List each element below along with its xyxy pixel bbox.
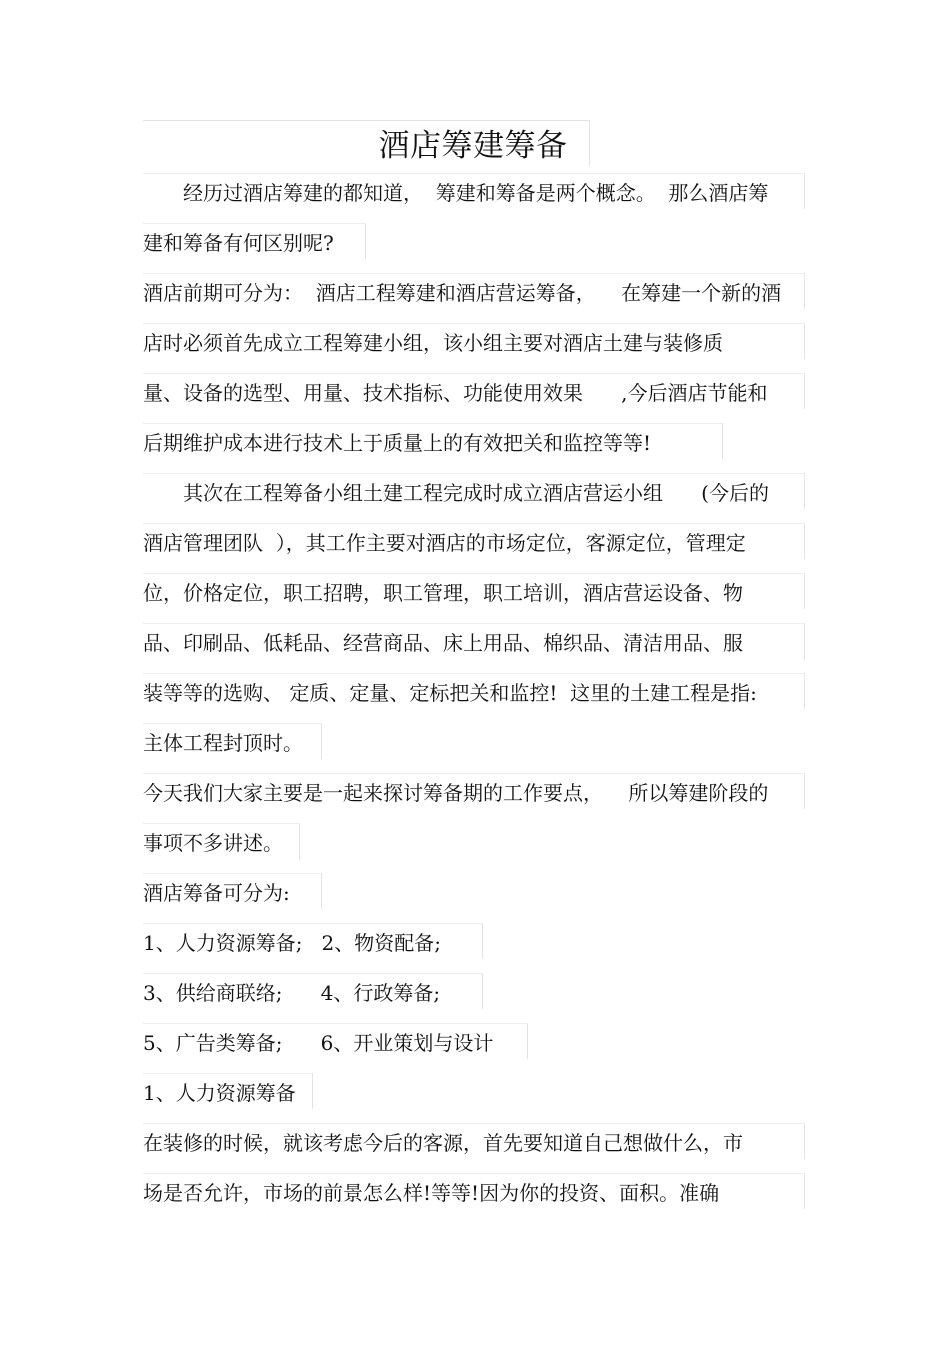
- body-line: 5、广告类筹备; 6、开业策划与设计: [143, 1031, 494, 1055]
- body-line: 今天我们大家主要是一起来探讨筹备期的工作要点， 所以筹建阶段的: [143, 781, 769, 805]
- body-line: 其次在工程筹备小组土建工程完成时成立酒店营运小组 (今后的: [143, 481, 769, 505]
- body-line: 酒店筹备可分为:: [143, 881, 290, 905]
- body-line: 位，价格定位，职工招聘，职工管理，职工培训，酒店营运设备、物: [143, 581, 743, 605]
- body-line: 酒店管理团队 ），其工作主要对酒店的市场定位，客源定位，管理定: [143, 531, 746, 555]
- document-title: 酒店筹建筹备: [378, 128, 568, 164]
- body-line: 后期维护成本进行技术上于质量上的有效把关和监控等等!: [143, 431, 652, 455]
- body-line: 品、印刷品、低耗品、经营商品、床上用品、棉织品、清洁用品、服: [143, 631, 743, 655]
- body-line: 1、人力资源筹备: [143, 1081, 296, 1105]
- body-line: 场是否允许，市场的前景怎么样!等等!因为你的投资、面积。准确: [143, 1181, 720, 1205]
- body-line: 建和筹备有何区别呢?: [143, 231, 334, 255]
- body-line: 事项不多讲述。: [143, 831, 283, 855]
- body-line: 酒店前期可分为： 酒店工程筹建和酒店营运筹备， 在筹建一个新的酒: [143, 281, 782, 305]
- body-line: 经历过酒店筹建的都知道， 筹建和筹备是两个概念。 那么酒店筹: [143, 181, 769, 205]
- body-line: 3、供给商联络; 4、行政筹备;: [143, 981, 441, 1005]
- body-line: 1、人力资源筹备; 2、物资配备;: [143, 931, 441, 955]
- body-line: 店时必须首先成立工程筹建小组，该小组主要对酒店土建与装修质: [143, 331, 723, 355]
- body-line: 主体工程封顶时。: [143, 731, 303, 755]
- body-line: 量、设备的选型、用量、技术指标、功能使用效果 ,今后酒店节能和: [143, 381, 768, 405]
- body-line: 装等等的选购、 定质、定量、定标把关和监控! 这里的土建工程是指:: [143, 681, 757, 705]
- body-line: 在装修的时候，就该考虑今后的客源，首先要知道自己想做什么，市: [143, 1131, 743, 1155]
